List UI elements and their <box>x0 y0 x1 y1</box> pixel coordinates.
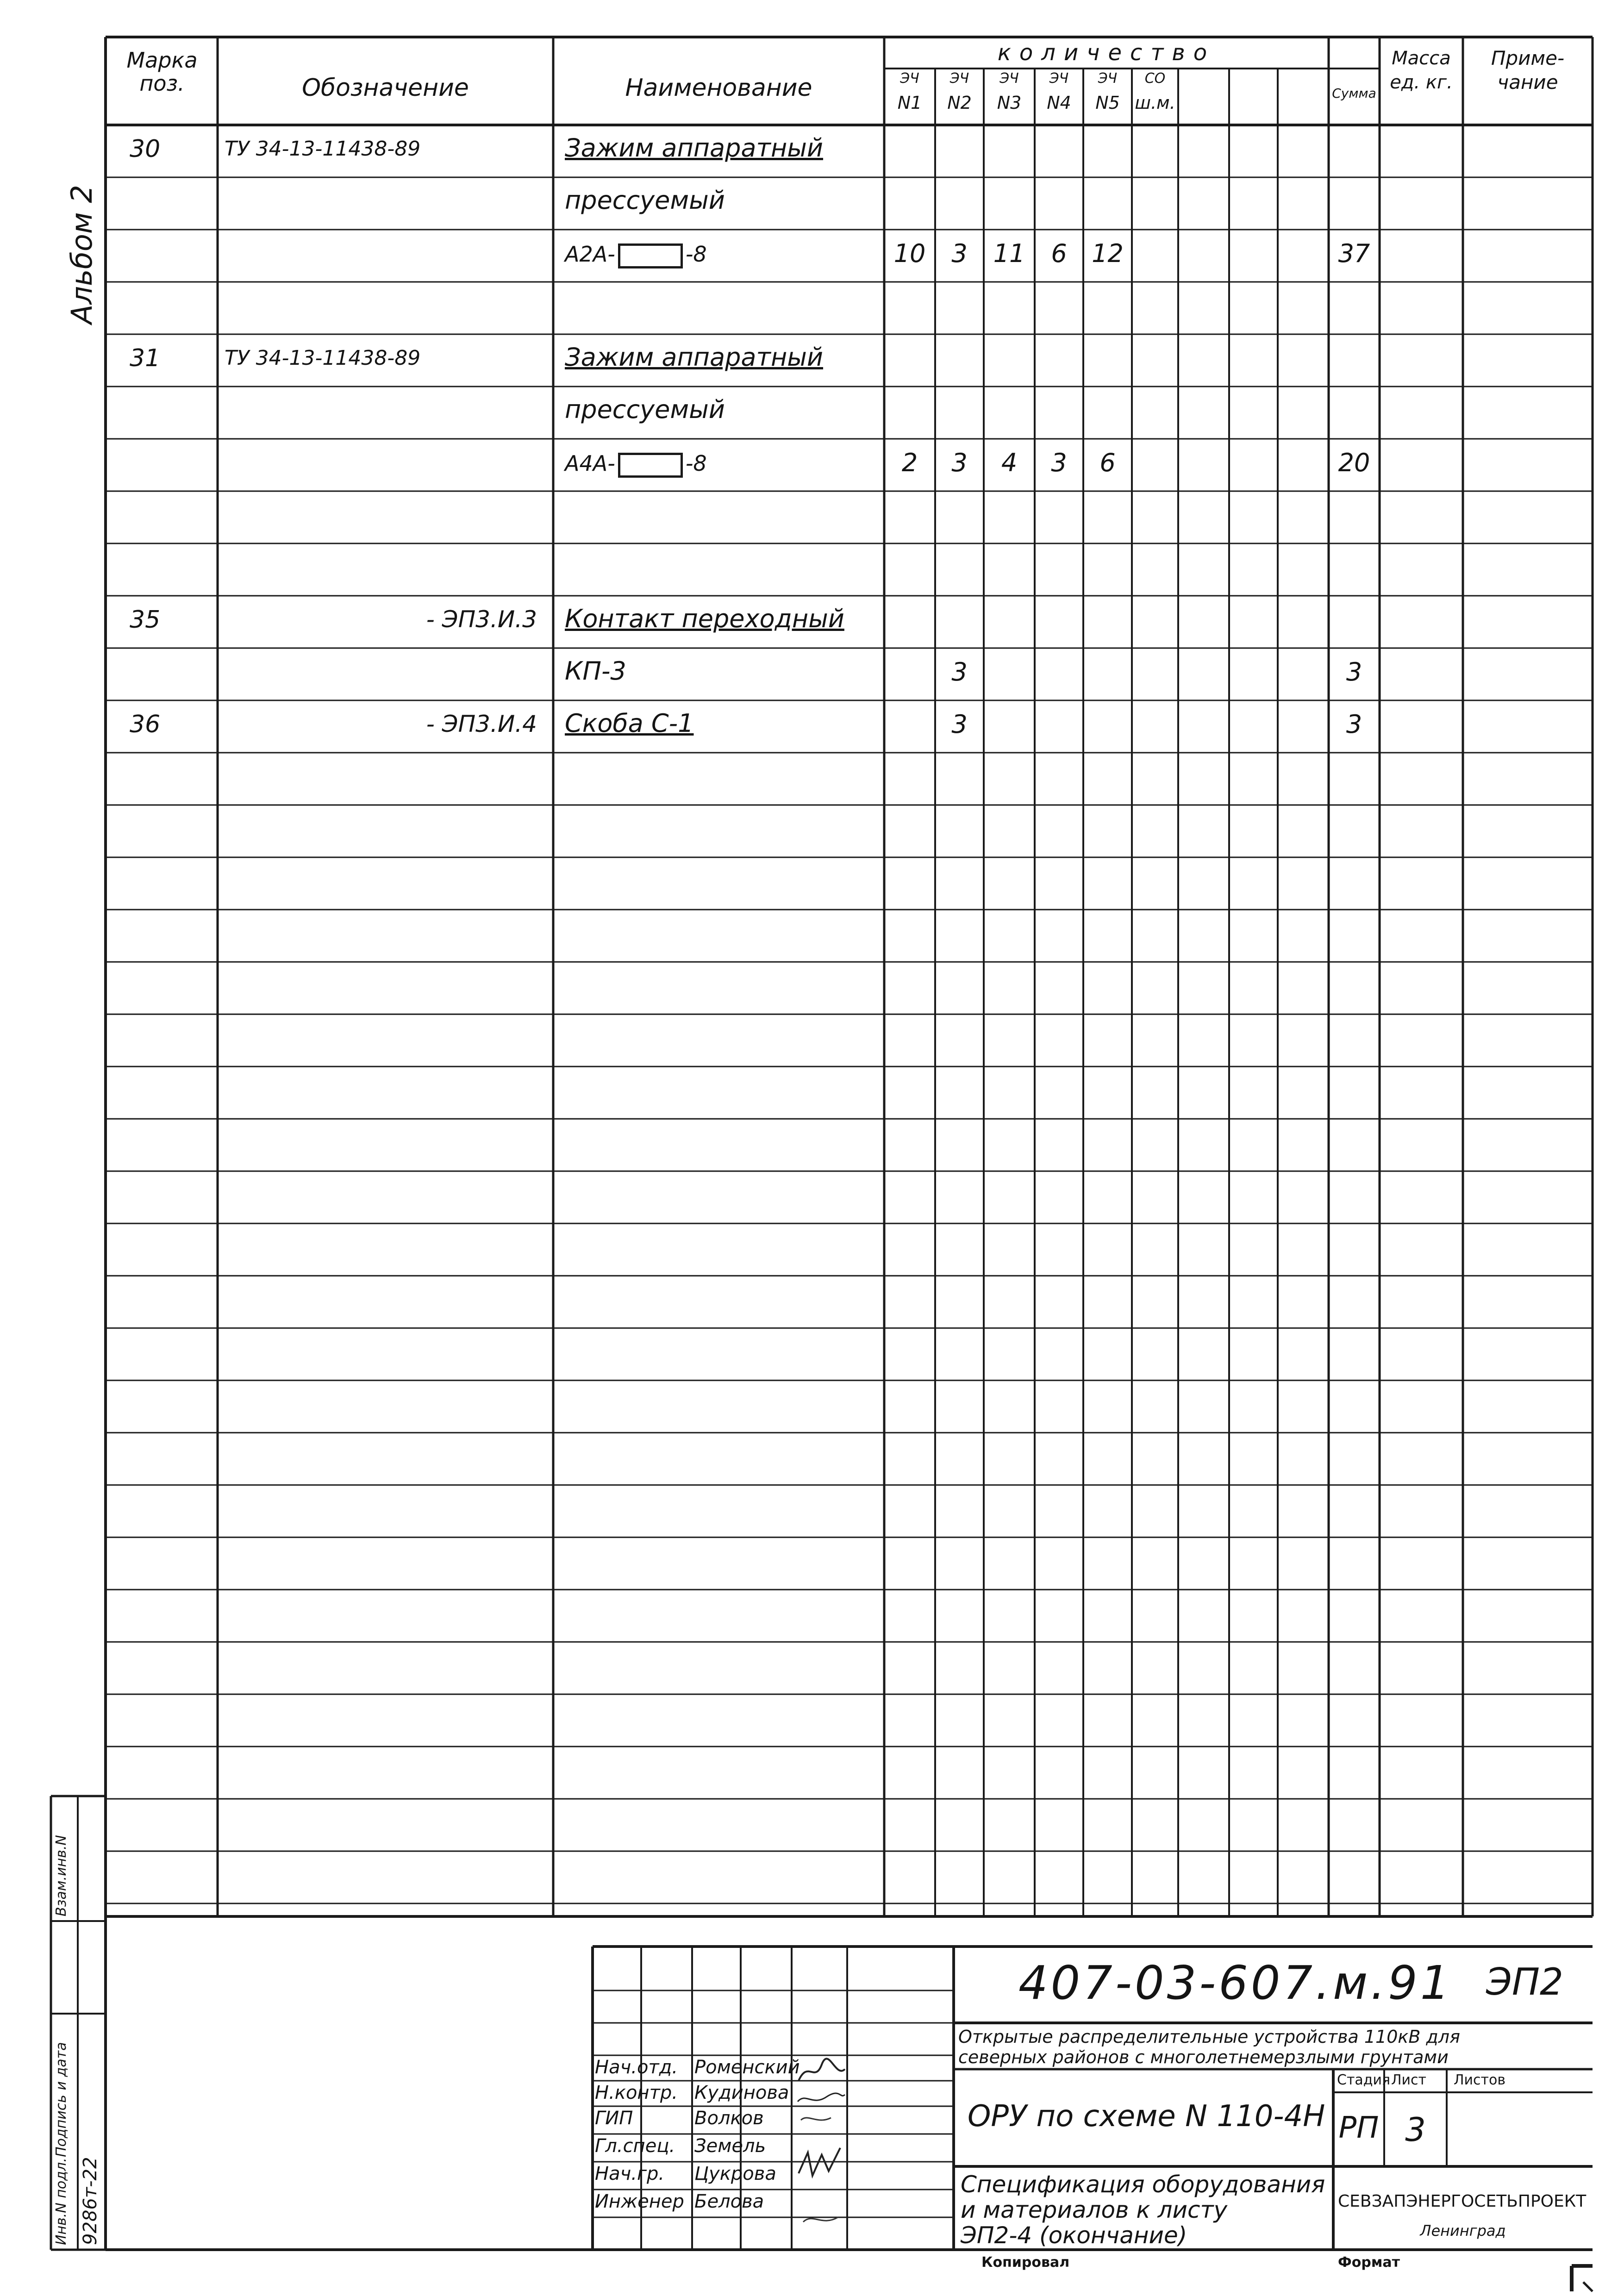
cell-mark: 36 <box>130 711 161 738</box>
qty-col-top: ЭЧ <box>1098 70 1118 87</box>
cell-qty: 6 <box>1099 448 1116 477</box>
org-name: СЕВЗАПЭНЕРГОСЕТЬПРОЕКТ <box>1338 2192 1587 2211</box>
project-title-line-1: Открытые распределительные устройства 110кВ для <box>958 2027 1460 2047</box>
signatory-name: Земель <box>694 2135 766 2157</box>
cell-designation: - ЭП3.И.3 <box>426 606 537 633</box>
cell-name <box>565 242 707 268</box>
table-row <box>0 648 1624 700</box>
cell-name: КП-3 <box>565 656 626 686</box>
header-name: Наименование <box>625 74 812 102</box>
cell-qty: 3 <box>1051 448 1067 477</box>
cell-qty: 11 <box>993 239 1025 268</box>
signatory-role: ГИП <box>595 2108 633 2129</box>
cell-total: 3 <box>1346 657 1362 686</box>
table-row <box>0 700 1624 753</box>
table-row <box>0 543 1624 596</box>
table-row <box>0 387 1624 439</box>
format-label: Формат <box>1338 2254 1400 2271</box>
placeholder-box <box>618 243 683 268</box>
table-row <box>0 491 1624 543</box>
header-mass: Масса ед. кг. <box>1390 48 1453 93</box>
signatory-name: Роменский <box>694 2057 800 2078</box>
cell-designation: ТУ 34-13-11438-89 <box>225 346 421 370</box>
cell-total: 20 <box>1338 448 1370 477</box>
sheet-label: Лист <box>1391 2072 1427 2088</box>
sheets-label: Листов <box>1454 2072 1506 2088</box>
cell-name <box>565 451 707 478</box>
cell-name: прессуемый <box>565 395 725 424</box>
table-row <box>0 125 1624 177</box>
sheet-title-line-2: и материалов к листу <box>961 2196 1228 2223</box>
cell-designation: ТУ 34-13-11438-89 <box>225 137 421 161</box>
sheet-title-line-3: ЭП2-4 (окончание) <box>961 2222 1187 2249</box>
side-replace-label: Взам.инв.N <box>53 1835 69 1916</box>
name-suffix: -8 <box>685 451 707 476</box>
name-suffix: -8 <box>685 242 707 267</box>
table-row <box>0 282 1624 334</box>
sheet-title-line-1: Спецификация оборудования <box>961 2171 1325 2198</box>
project-title-line-2: северных районов с многолетнемерзлыми грунтами <box>958 2047 1449 2067</box>
cell-name: Зажим аппаратный <box>565 133 824 162</box>
signatory-role: Н.контр. <box>595 2082 678 2103</box>
table-row <box>0 177 1624 230</box>
cell-mark: 35 <box>130 606 161 634</box>
signatory-name: Белова <box>694 2191 764 2212</box>
header-note: Приме-чание <box>1491 47 1565 94</box>
table-row <box>0 439 1624 491</box>
signature-marks <box>794 2055 847 2250</box>
qty-col-top: ЭЧ <box>900 70 919 87</box>
signatory-role: Инженер <box>595 2191 684 2212</box>
cell-name: Скоба С-1 <box>565 709 694 738</box>
cell-name: Зажим аппаратный <box>565 343 824 372</box>
org-city: Ленинград <box>1420 2222 1506 2240</box>
object-title: ОРУ по схеме N 110-4Н <box>968 2099 1325 2134</box>
cell-name: Контакт переходный <box>565 604 844 633</box>
signatory-role: Нач.гр. <box>595 2163 665 2184</box>
signatory-role: Гл.спец. <box>595 2135 675 2157</box>
side-sign-date-label: Подпись и дата <box>53 2042 69 2157</box>
qty-col-bottom: N3 <box>997 93 1022 113</box>
signatory-name: Волков <box>694 2108 764 2129</box>
cell-qty: 3 <box>951 657 968 686</box>
cell-name: прессуемый <box>565 186 725 215</box>
qty-col-bottom: N4 <box>1047 93 1071 113</box>
cell-qty: 3 <box>951 239 968 268</box>
qty-col-top: ЭЧ <box>999 70 1019 87</box>
qty-col-bottom: N2 <box>947 93 972 113</box>
table-row <box>0 230 1624 282</box>
copied-label: Копировал <box>981 2254 1070 2271</box>
cell-total: 37 <box>1338 239 1370 268</box>
header-mark: Марка поз. <box>126 48 198 96</box>
header-quantity-group: количество <box>997 40 1216 66</box>
signatory-role: Нач.отд. <box>595 2057 678 2078</box>
header-total: Сумма <box>1332 86 1376 101</box>
doc-code: 407-03-607.м.91 <box>1018 1956 1453 2010</box>
qty-col-top: СО <box>1144 70 1166 87</box>
cell-mark: 31 <box>130 344 161 372</box>
signatory-name: Цукрова <box>694 2163 776 2184</box>
name-prefix: А4А- <box>565 451 615 476</box>
cell-mark: 30 <box>130 135 161 163</box>
signatory-name: Кудинова <box>694 2082 789 2103</box>
qty-col-top: ЭЧ <box>1049 70 1069 87</box>
stage-label: Стадия <box>1337 2072 1391 2088</box>
cell-qty: 12 <box>1092 239 1124 268</box>
qty-col-top: ЭЧ <box>949 70 969 87</box>
qty-col-bottom: ш.м. <box>1135 93 1175 113</box>
stage-value: РП <box>1338 2111 1379 2145</box>
sheet-value: 3 <box>1405 2111 1426 2149</box>
side-inv-value: 9286т-22 <box>80 2157 101 2245</box>
cell-qty: 3 <box>951 448 968 477</box>
name-prefix: А2А- <box>565 242 615 267</box>
side-inv-no-label: Инв.N подл. <box>53 2158 69 2245</box>
placeholder-box <box>618 453 683 478</box>
cell-qty: 4 <box>1001 448 1018 477</box>
cell-total: 3 <box>1346 710 1362 739</box>
qty-col-bottom: N1 <box>897 93 922 113</box>
cell-qty: 2 <box>901 448 918 477</box>
table-row <box>0 596 1624 648</box>
header-designation: Обозначение <box>302 74 469 102</box>
cell-qty: 10 <box>893 239 926 268</box>
sheet-code: ЭП2 <box>1486 1960 1563 2003</box>
cell-qty: 6 <box>1051 239 1067 268</box>
cell-qty: 3 <box>951 710 968 739</box>
table-row <box>0 334 1624 387</box>
cell-designation: - ЭП3.И.4 <box>426 711 537 737</box>
qty-col-bottom: N5 <box>1095 93 1120 113</box>
album-label: Альбом 2 <box>65 185 99 324</box>
